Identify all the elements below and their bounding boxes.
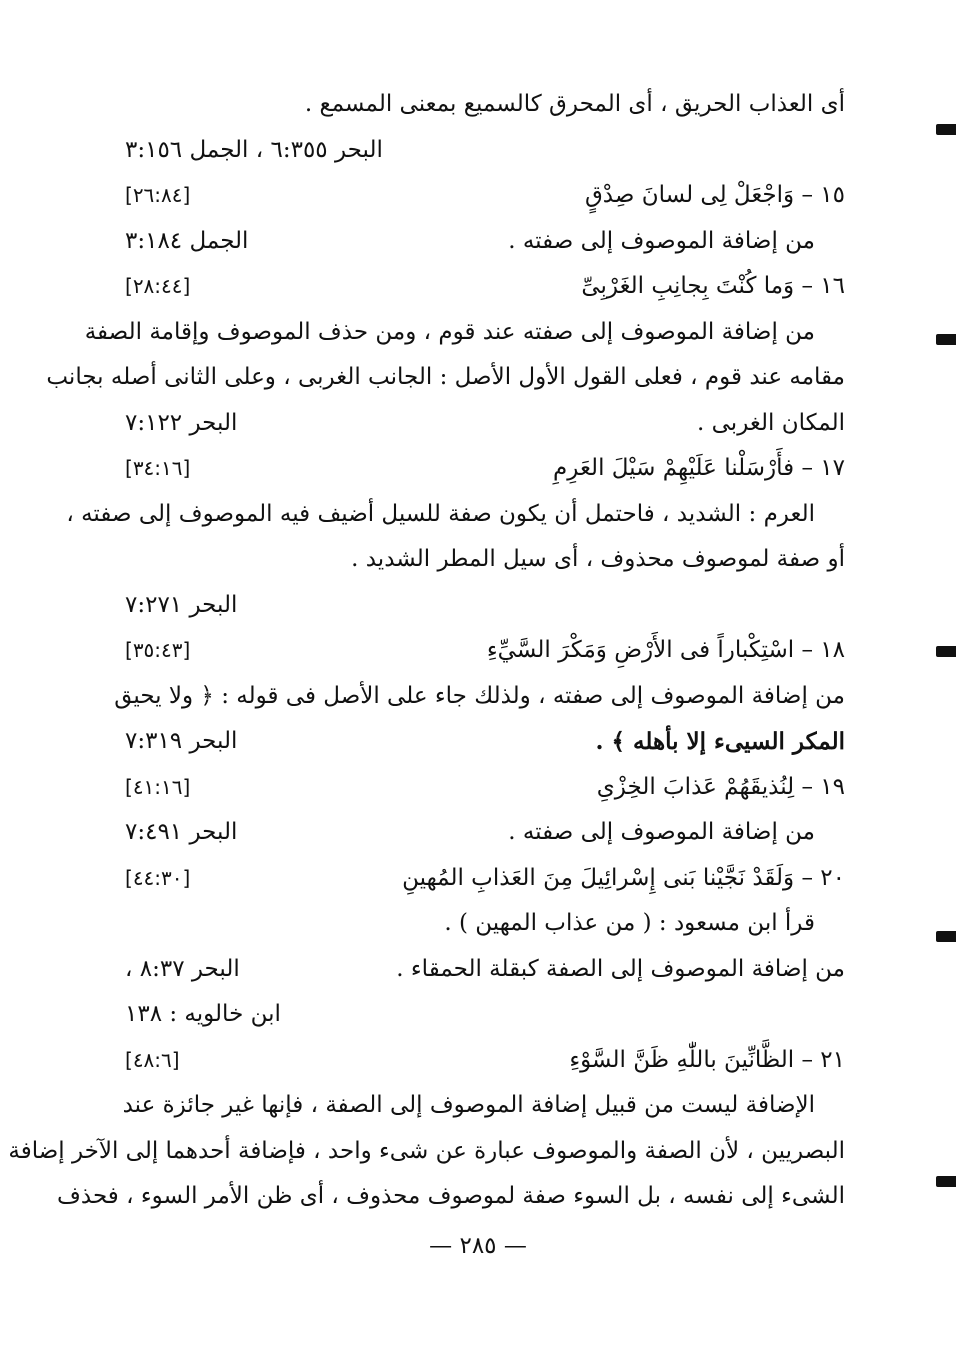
text: العرم : الشديد ، فاحتمل أن يكون صفة للسيل أضيف فيه الموصوف إلى صفته ،	[66, 500, 815, 527]
source-line	[125, 583, 845, 629]
source-line	[125, 128, 845, 174]
text: قرأ ابن مسعود : ( من عذاب المهين ) .	[444, 910, 815, 936]
text-line	[125, 82, 845, 128]
binding-mark	[936, 334, 956, 345]
text: من إضافة الموصوف إلى صفته عند قوم ، ومن حذف الموصوف وإقامة الصفة	[84, 318, 815, 345]
text: من إضافة الموصوف إلى صفته .	[508, 819, 815, 845]
page-body	[8, 82, 845, 1220]
binding-mark	[936, 646, 956, 657]
verse-text: ٢١ – الظَّانِّينَ باللّٰهِ ظَنَّ السَّوْءِ	[569, 1046, 845, 1073]
text: المكان الغربى .	[697, 409, 845, 436]
verse-text: ٢٠ – وَلَقَدْ نَجَّيْنا بَنى إِسْرائِيلَ مِنَ العَذابِ المُهينِ	[402, 864, 845, 891]
verse-text: ١٥ – وَاجْعَلْ لِى لسانَ صِدْقٍ	[584, 182, 845, 208]
verse-line	[125, 264, 845, 310]
text: من إضافة الموصوف إلى صفته ، ولذلك جاء على الأصل فى قوله : ﴿ ولا يحيق	[114, 682, 845, 709]
verse-line	[125, 856, 845, 902]
text-line	[125, 401, 845, 447]
text-line	[66, 492, 845, 538]
source-citation: الجمل ٣:١٨٤	[125, 227, 249, 254]
verse-text: ١٩ – لِنُذيقَهُمْ عَذابَ الخِزْىِ	[596, 773, 845, 800]
verse-reference: [٣٤:١٦]	[125, 456, 191, 480]
text-line	[125, 537, 845, 583]
text: مقامه عند قوم ، فعلى القول الأول الأصل : الجانب الغربى ، وعلى الثانى أصله بجانب	[46, 364, 845, 390]
verse-text: ١٨ – اسْتِكْباراً فى الأَرْضِ وَمَكْرَ السَّيِّءِ	[486, 637, 845, 663]
text: من إضافة الموصوف إلى الصفة كبقلة الحمقاء .	[396, 955, 845, 982]
verse-line	[125, 446, 845, 492]
text: الشىء إلى نفسه ، بل السوء صفة لموصوف محذوف ، أى ظن الأمر السوء ، فحذف	[57, 1183, 845, 1209]
text-line	[122, 1083, 845, 1129]
text-line	[114, 674, 845, 720]
verse-reference: [٤١:١٦]	[125, 774, 191, 799]
text: البصريين ، لأن الصفة والموصوف عبارة عن شىء واحد ، فإضافة أحدهما إلى الآخر إضافة	[8, 1137, 845, 1164]
binding-mark	[936, 124, 956, 135]
text-line	[125, 901, 845, 947]
source-citation: البحر ٧:٣١٩	[125, 728, 238, 754]
quoted-verse: المكر السيىء إلا بأهله ﴾ .	[595, 728, 845, 755]
binding-mark	[936, 1176, 956, 1187]
text: من إضافة الموصوف إلى صفته .	[508, 227, 815, 254]
text-line	[84, 310, 845, 356]
text: الإضافة ليست من قبيل إضافة الموصوف إلى الصفة ، فإنها غير جائزة عند	[122, 1092, 815, 1118]
verse-reference: [٤٨:٦]	[125, 1047, 180, 1072]
text: أو صفة لموصوف محذوف ، أى سيل المطر الشديد .	[351, 546, 845, 572]
verse-line	[125, 173, 845, 219]
source-citation: ابن خالويه : ١٣٨	[125, 1001, 281, 1027]
verse-line	[125, 1038, 845, 1084]
verse-line	[125, 628, 845, 674]
verse-reference: [٣٥:٤٣]	[125, 638, 191, 662]
text-line	[125, 947, 845, 993]
binding-mark	[936, 931, 956, 942]
source-line	[125, 992, 845, 1038]
source-citation: البحر ٧:٢٧١	[125, 591, 238, 618]
text-line	[46, 355, 845, 401]
page-number: — ٢٨٥ —	[429, 1233, 527, 1259]
verse-reference: [٢٦:٨٤]	[125, 183, 191, 207]
source-citation: البحر ٧:٤٩١	[125, 819, 238, 845]
source-citation: البحر ٦:٣٥٥ ، الجمل ٣:١٥٦	[125, 136, 383, 163]
text-line	[125, 810, 845, 856]
verse-reference: [٢٨:٤٤]	[125, 274, 191, 298]
verse-reference: [٤٤:٣٠]	[125, 865, 191, 890]
source-citation: البحر ٧:١٢٢	[125, 409, 238, 436]
text-line	[125, 719, 845, 765]
text-line	[125, 219, 845, 265]
verse-line	[125, 765, 845, 811]
text-line	[8, 1129, 845, 1175]
verse-text: ١٧ – فأَرْسَلْنا عَلَيْهِمْ سَيْلَ العَرِمِ	[553, 455, 845, 481]
text-line	[57, 1174, 845, 1220]
verse-text: ١٦ – وَما كُنْتَ بِجانِبِ الغَرْبِىِّ	[581, 273, 845, 299]
source-citation: البحر ٨:٣٧ ،	[125, 955, 240, 982]
text: أى العذاب الحريق ، أى المحرق كالسميع بمعنى المسمع .	[304, 91, 845, 117]
